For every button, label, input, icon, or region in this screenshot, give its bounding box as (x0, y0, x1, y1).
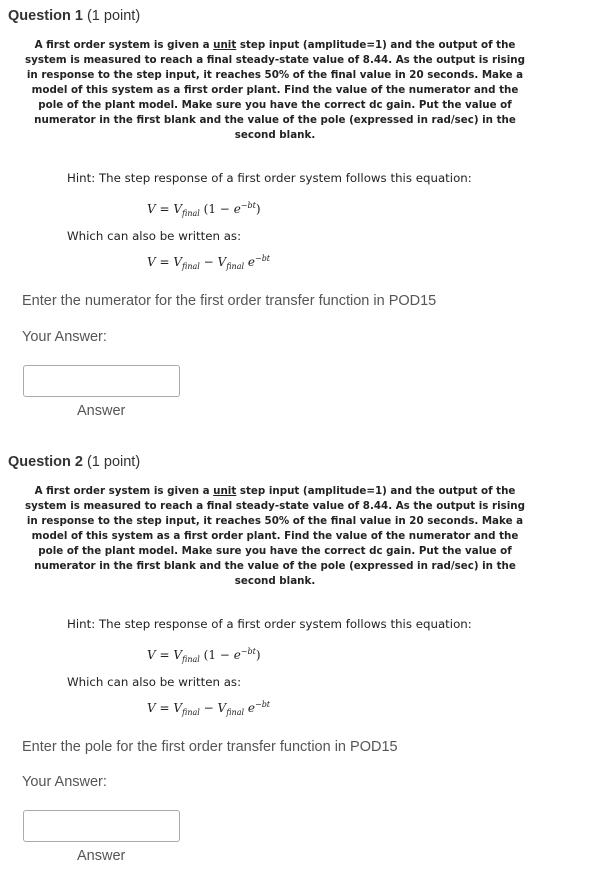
question-1-your-answer-label: Your Answer: (22, 329, 107, 345)
question-2-text: A first order system is given a unit step input (amplitude=1) and the output of the system is measured to reach a final steady-state value of 8.44. As the output is rising in response to the step input, it reaches 50% of the final value in 20 seconds. Make a model of this system as a first order plant. Find the value of the numerator and the pole of the plant model. Make sure you have the correct dc gain. Put the value of numerator in the first blank and the value of the pole (expressed in rad/sec) in the second blank. (25, 485, 525, 587)
question-1-also: Which can also be written as: (67, 229, 242, 243)
question-2-equation-2: $V = V_{final} - V_{final}$ $e^{-bt}$ (147, 700, 271, 717)
question-2-hint: Hint: The step response of a first order system follows this equation: (67, 617, 472, 631)
question-2-prompt: Enter the pole for the first order transfer function in POD15 (22, 739, 398, 755)
question-2-answer-label: Answer (77, 848, 126, 864)
question-1-prompt: Enter the numerator for the first order transfer function in POD15 (22, 293, 437, 309)
question-2-equation-1: $V = V_{final}$ $(1 - e^{-bt})$ (147, 647, 261, 664)
question-2-title: Question 2 (1 point) (8, 454, 141, 470)
question-2-your-answer-label: Your Answer: (22, 774, 107, 790)
question-1-text: A first order system is given a unit step input (amplitude=1) and the output of the system is measured to reach a final steady-state value of 8.44. As the output is rising in response to the step input, it reaches 50% of the final value in 20 seconds. Make a model of this system as a first order plant. Find the value of the numerator and the pole of the plant model. Make sure you have the correct dc gain. Put the value of numerator in the first blank and the value of the pole (expressed in rad/sec) in the second blank. (25, 39, 525, 141)
question-2-answer-input[interactable] (23, 810, 180, 842)
question-1-equation-1: $V = V_{final}$ $(1 - e^{-bt})$ (147, 201, 261, 218)
question-2-also: Which can also be written as: (67, 675, 242, 689)
question-1-title: Question 1 (1 point) (8, 8, 141, 24)
question-1-answer-input[interactable] (23, 365, 180, 397)
question-1-equation-2: $V = V_{final} - V_{final}$ $e^{-bt}$ (147, 254, 271, 271)
question-1-answer-label: Answer (77, 403, 126, 419)
question-1-hint: Hint: The step response of a first order system follows this equation: (67, 171, 472, 185)
